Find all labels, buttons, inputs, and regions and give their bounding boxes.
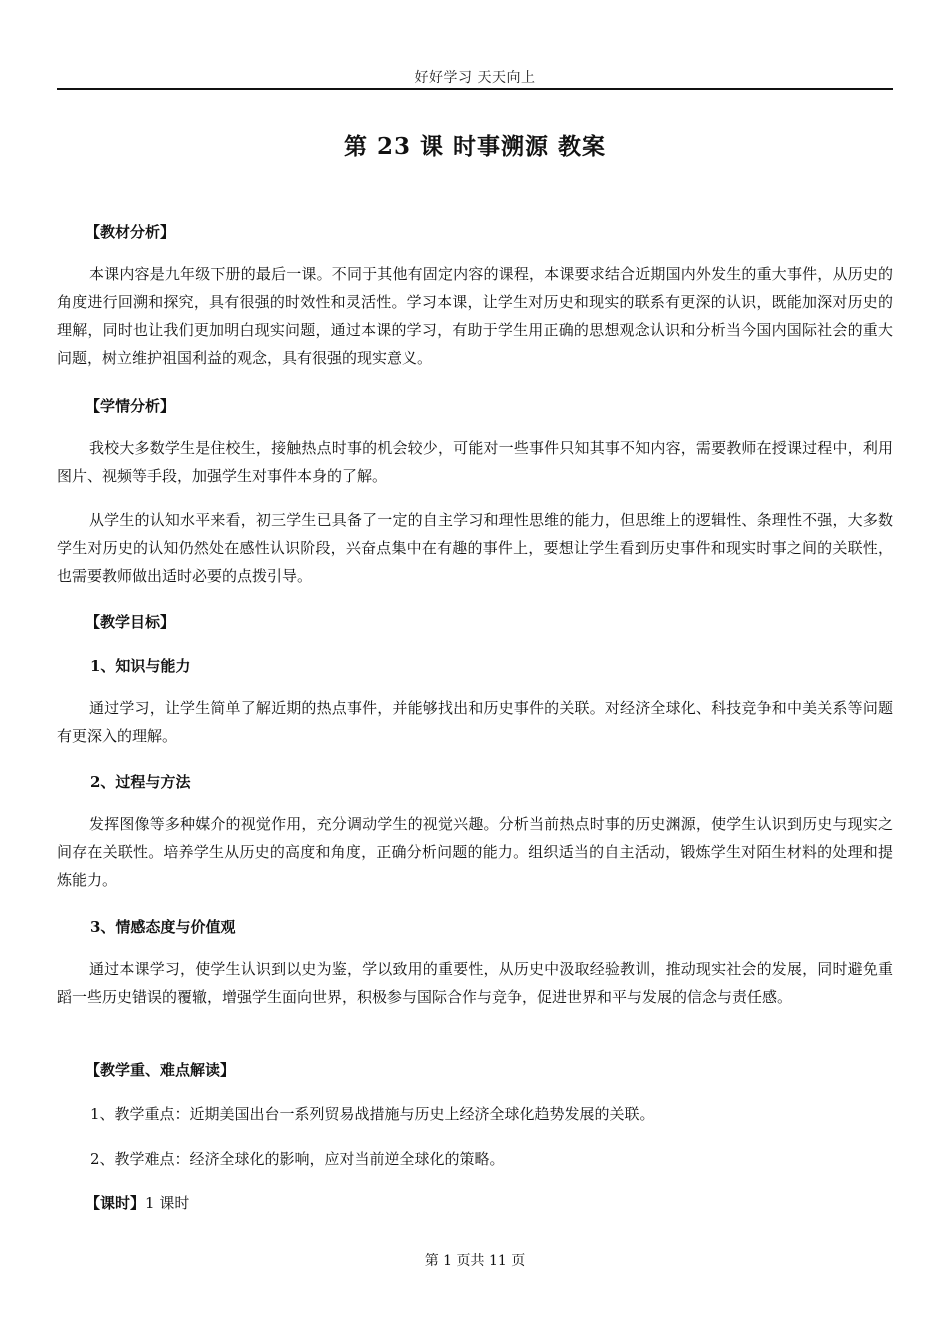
key-point-2: 2、教学难点：经济全球化的影响，应对当前逆全球化的策略。 bbox=[90, 1150, 505, 1168]
paragraph-goal-3: 通过本课学习，使学生认识到以史为鉴，学以致用的重要性，从历史中汲取经验教训，推动现实社会的发展，同时避免重蹈一些历史错误的覆辙，增强学生面向世界，积极参与国际合作与竞争，促进世界和平与发展的信念与责任感。 bbox=[57, 960, 893, 1006]
paragraph-student-1: 我校大多数学生是住校生，接触热点时事的机会较少，可能对一些事件只知其事不知内容，需要教师在授课过程中，利用图片、视频等手段，加强学生对事件本身的了解。 bbox=[57, 439, 893, 485]
page-header: 好好学习 天天向上 bbox=[414, 70, 536, 86]
paragraph-material: 本课内容是九年级下册的最后一课。不同于其他有固定内容的课程，本课要求结合近期国内外发生的重大事件，从历史的角度进行回溯和探究，具有很强的时效性和灵活性。学习本课，让学生对历史和现实的联系有更深的认识，既能加深对历史的理解，同时也让我们更加明白现实问题，通过本课的学习，有助于学生用正确的思想观念认识和分析当今国内国际社会的重大问题，树立维护祖国利益的观念，具有很强的现实意义。 bbox=[57, 265, 893, 367]
section-heading-student: 【学情分析】 bbox=[85, 397, 176, 415]
section-heading-key-points: 【教学重、难点解读】 bbox=[85, 1061, 236, 1079]
paragraph-goal-1: 通过学习，让学生简单了解近期的热点事件，并能够找出和历史事件的关联。对经济全球化、科技竞争和中美关系等问题有更深入的理解。 bbox=[57, 699, 893, 745]
class-hours-value: 1 课时 bbox=[145, 1194, 190, 1212]
key-point-1: 1、教学重点：近期美国出台一系列贸易战措施与历史上经济全球化趋势发展的关联。 bbox=[90, 1105, 655, 1123]
paragraph-goal-2: 发挥图像等多种媒介的视觉作用，充分调动学生的视觉兴趣。分析当前热点时事的历史渊源，使学生认识到历史与现实之间存在关联性。培养学生从历史的高度和角度，正确分析问题的能力。组织适当的自主活动，锻炼学生对陌生材料的处理和提炼能力。 bbox=[57, 815, 893, 889]
subheading-goal-1: 1、知识与能力 bbox=[90, 657, 191, 675]
section-heading-goals: 【教学目标】 bbox=[85, 613, 176, 631]
subheading-goal-2: 2、过程与方法 bbox=[90, 773, 191, 791]
subheading-goal-3: 3、情感态度与价值观 bbox=[90, 918, 236, 936]
header-divider bbox=[57, 88, 893, 90]
document-title: 第 23 课 时事溯源 教案 bbox=[343, 133, 607, 160]
class-hours-label: 【课时】 bbox=[85, 1194, 146, 1212]
section-heading-material: 【教材分析】 bbox=[85, 223, 176, 241]
class-hours-line bbox=[85, 1193, 189, 1213]
page-number-footer: 第 1 页共 11 页 bbox=[424, 1253, 526, 1269]
paragraph-student-2: 从学生的认知水平来看，初三学生已具备了一定的自主学习和理性思维的能力，但思维上的逻辑性、条理性不强，大多数学生对历史的认知仍然处在感性认识阶段，兴奋点集中在有趣的事件上，要想让学生看到历史事件和现实时事之间的关联性，也需要教师做出适时必要的点拨引导。 bbox=[57, 511, 893, 585]
